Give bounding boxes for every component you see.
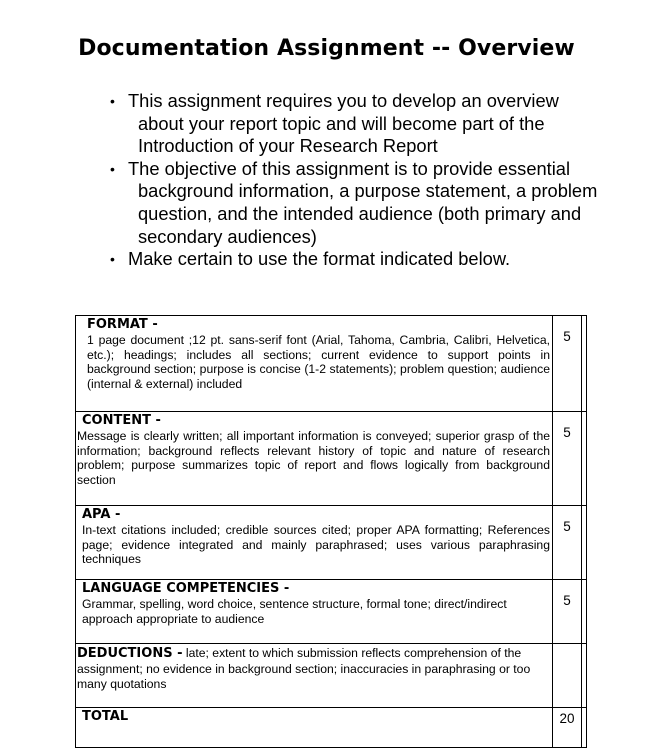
- grading-rubric-table: [75, 315, 587, 748]
- bullet-dot: •: [110, 160, 115, 177]
- rubric-criterion-cell: [76, 580, 553, 644]
- criterion-label: LANGUAGE COMPETENCIES -: [82, 581, 290, 596]
- rubric-row-deductions: [76, 644, 587, 708]
- score-cell: [582, 644, 587, 708]
- score-cell: [582, 708, 587, 748]
- criterion-label: APA -: [82, 507, 121, 522]
- total-points-cell: 20: [553, 708, 582, 748]
- criterion-label: DEDUCTIONS -: [77, 646, 183, 661]
- bullet-text: The objective of this assignment is to provide essential background information, a purpose statement, a problem question, and the intended audience (both primary and secondary audiences): [128, 157, 598, 247]
- bullet-item: [108, 158, 608, 248]
- score-cell: [582, 580, 587, 644]
- rubric-criterion-cell: [76, 506, 553, 580]
- bullet-list: [108, 90, 608, 271]
- points-cell: 5: [553, 412, 582, 506]
- rubric-criterion-cell: [76, 316, 553, 412]
- bullet-dot: •: [110, 93, 115, 109]
- points-cell: [553, 644, 582, 708]
- rubric-criterion-cell: [76, 644, 553, 708]
- document-title: Documentation Assignment -- Overview: [78, 36, 575, 61]
- rubric-row-total: [76, 708, 587, 748]
- criterion-description: Grammar, spelling, word choice, sentence structure, formal tone; direct/indirect approach appropriate to audience: [82, 596, 507, 626]
- bullet-item: [108, 90, 608, 158]
- criterion-description: late; extent to which submission reflects comprehension of the assignment; no evidence in background section; inaccuracies in paraphrasing or too many quotations: [77, 646, 531, 691]
- total-label: TOTAL: [82, 709, 129, 724]
- rubric-row-content: [76, 412, 587, 506]
- bullet-text: Make certain to use the format indicated below.: [128, 248, 511, 270]
- criterion-label: FORMAT -: [87, 317, 158, 332]
- score-cell: [582, 412, 587, 506]
- points-cell: 5: [553, 580, 582, 644]
- criterion-label: CONTENT -: [82, 413, 161, 428]
- criterion-description: Message is clearly written; all important information is conveyed; superior grasp of the information; background reflects relevant history of topic and nature of research problem; purpose summarizes topic of report and flows logically from background section: [77, 428, 550, 488]
- criterion-description: 1 page document ;12 pt. sans-serif font (Arial, Tahoma, Cambria, Calibri, Helvetica, etc.); headings; includes all sections; current evidence to support points in background section; purpose is concise (1-2 statements); problem question; audience (internal & external) included: [87, 332, 550, 392]
- rubric-criterion-cell: [76, 412, 553, 506]
- bullet-item: [108, 248, 608, 271]
- rubric-row-apa: [76, 506, 587, 580]
- bullet-text: This assignment requires you to develop an overview about your report topic and will become part of the Introduction of your Research Report: [128, 90, 559, 157]
- rubric-criterion-cell: [76, 708, 553, 748]
- rubric-row-language-competencies: [76, 580, 587, 644]
- rubric-row-format: [76, 316, 587, 412]
- bullet-dot: •: [110, 251, 115, 268]
- criterion-description: In-text citations included; credible sources cited; proper APA formatting; References page; evidence integrated and mainly paraphrased; uses various paraphrasing techniques: [82, 522, 550, 567]
- points-cell: 5: [553, 506, 582, 580]
- score-cell: [582, 506, 587, 580]
- points-cell: 5: [553, 316, 582, 412]
- score-cell: [582, 316, 587, 412]
